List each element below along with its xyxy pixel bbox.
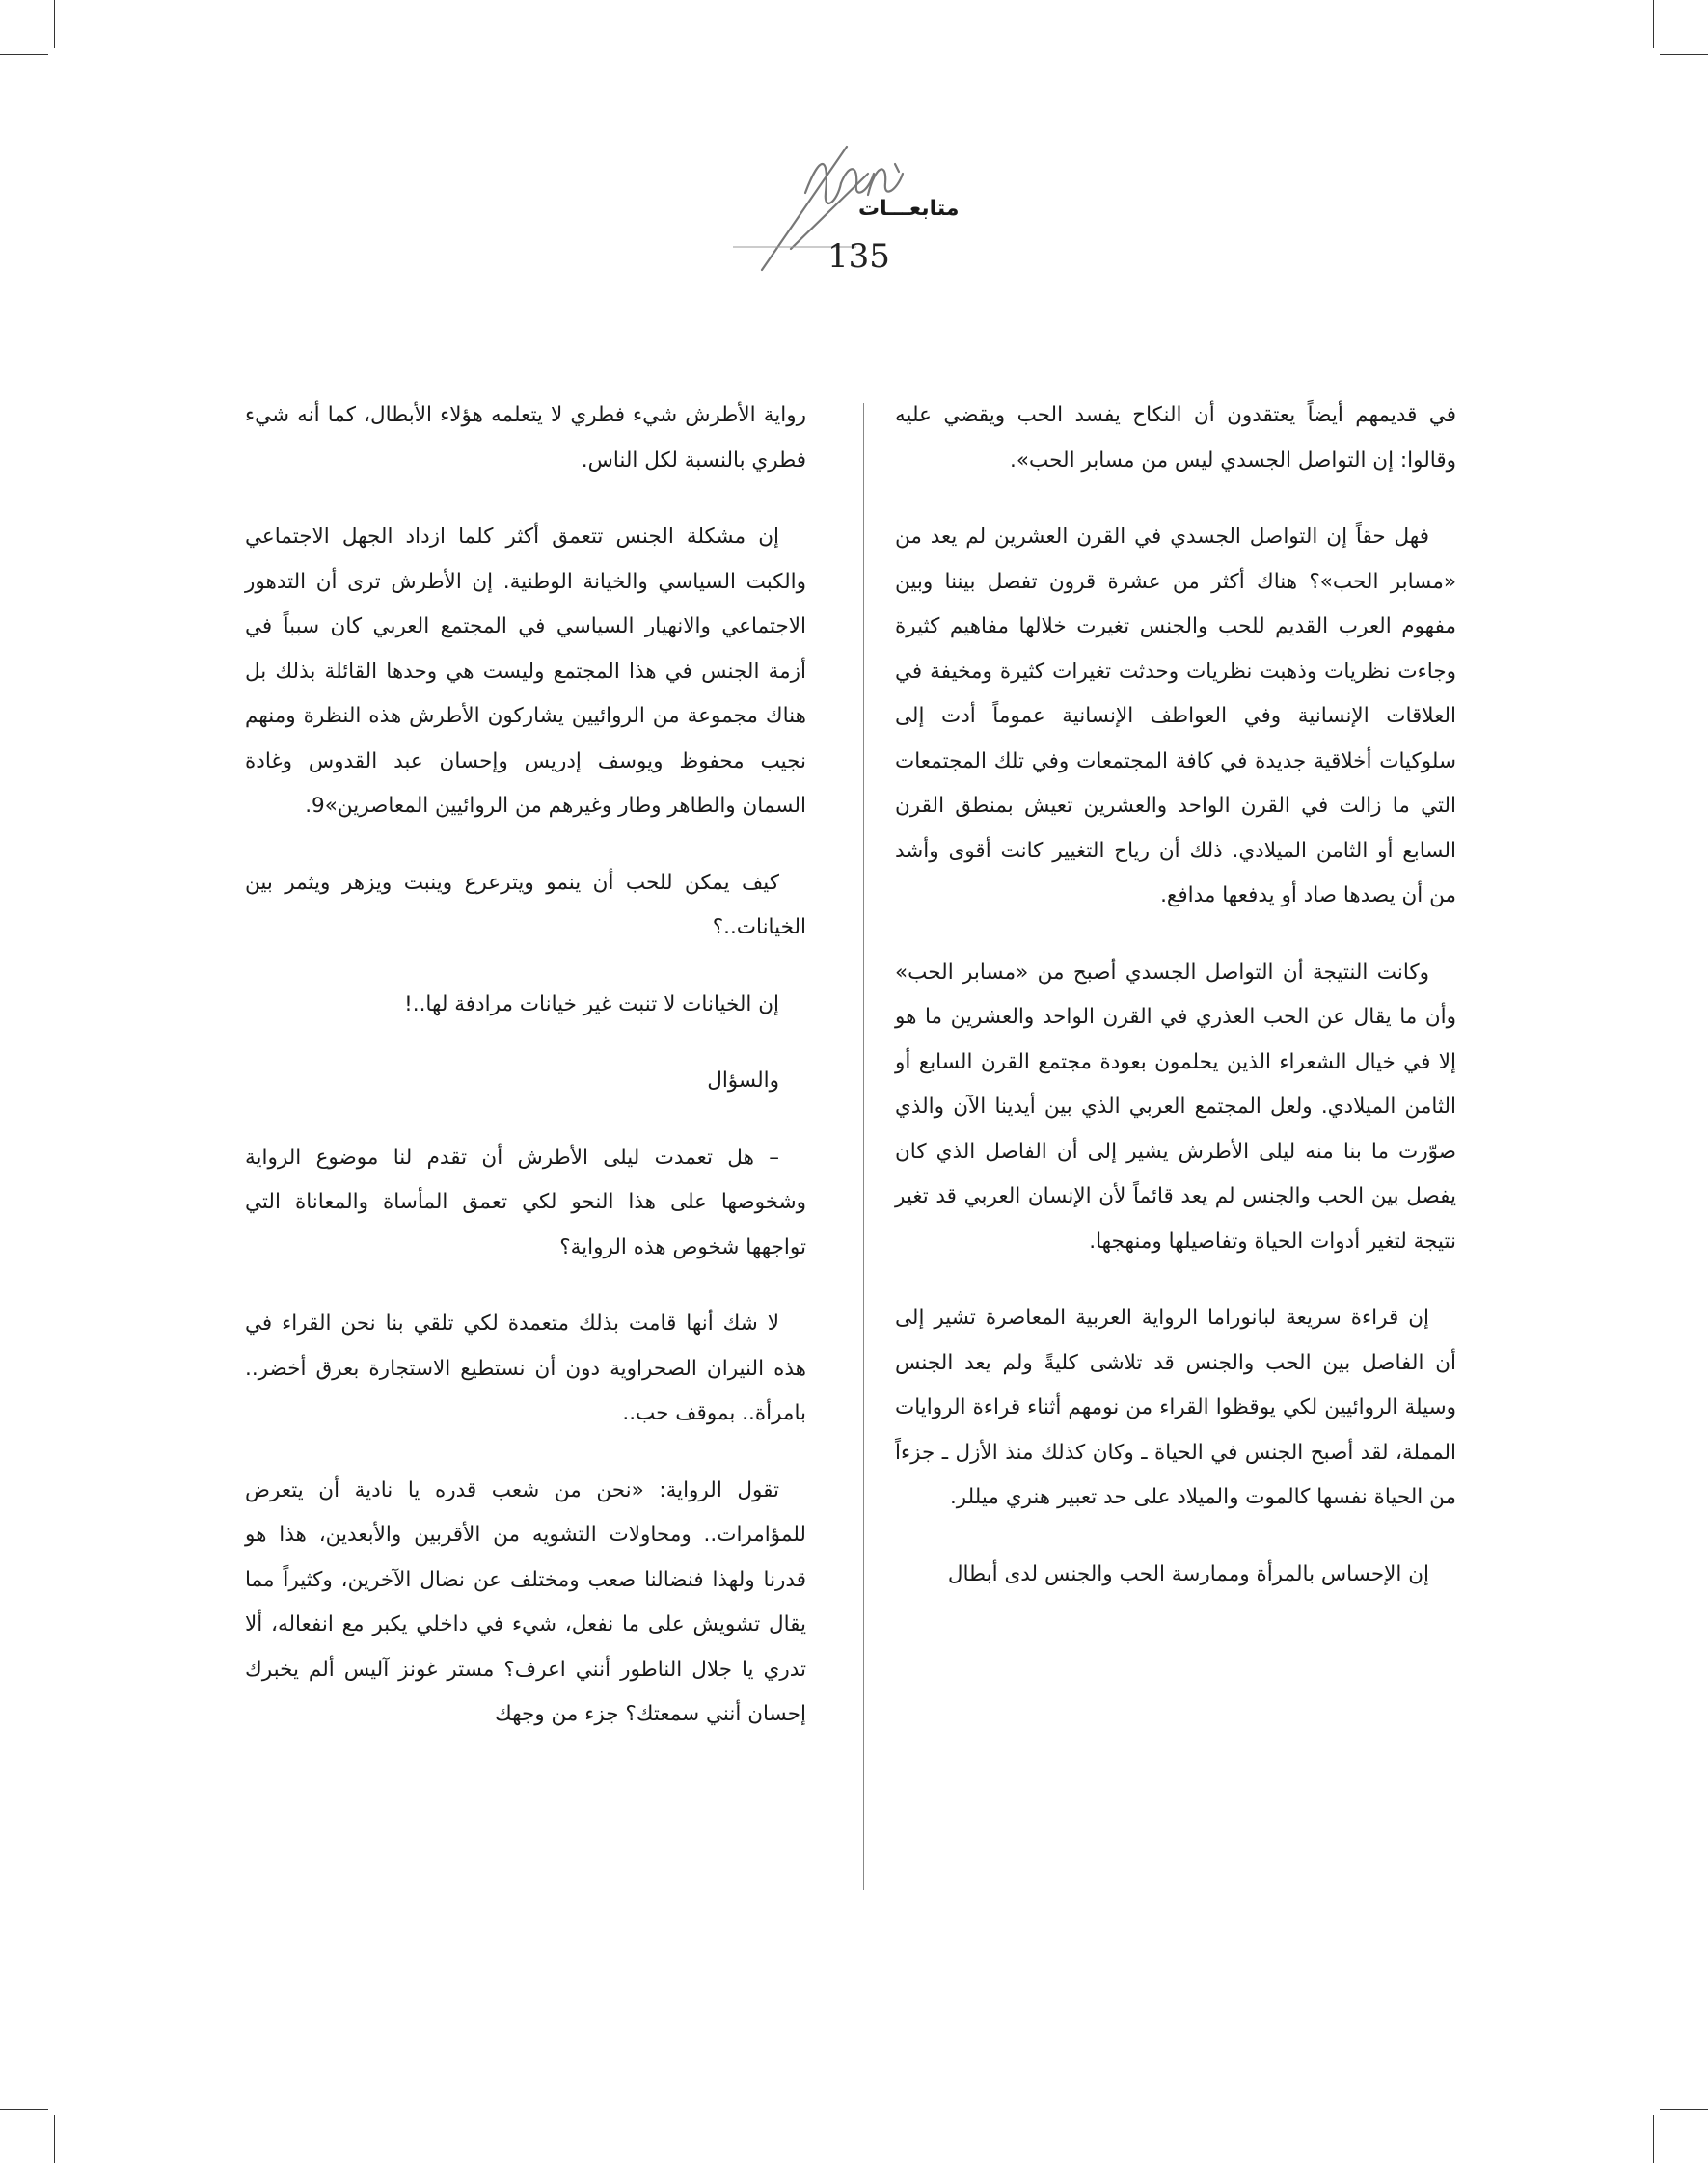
- paragraph: والسؤال: [707, 1068, 779, 1093]
- paragraph: إن الخيانات لا تنبت غير خيانات مرادفة لها..!: [404, 991, 779, 1016]
- paragraph: فهل حقاً إن التواصل الجسدي في القرن العشرين لم يعد من «مسابر الحب»؟ هناك أكثر من عشرة قرون تفصل بيننا وبين مفهوم العرب القديم للحب والجنس تغيرت خلالها مفاهيم كثيرة وجاءت نظريات وذهبت نظريات وحدثت تغيرات كثيرة ومخيفة في العلاقات الإنسانية وفي العواطف الإنسانية عموماً أدت إلى سلوكيات أخلاقية جديدة في كافة المجتمعات وفي تلك المجتمعات التي ما زالت في القرن الواحد والعشرين تعيش بمنطق القرن السابع أو الثامن الميلادي. ذلك أن رياح التغيير كانت أقوى وأشد من أن يصدها صاد أو يدفعها مدافع.: [895, 525, 1456, 907]
- crop-mark: [1660, 54, 1708, 55]
- paragraph: رواية الأطرش شيء فطري لا يتعلمه هؤلاء الأبطال، كما أنه شيء فطري بالنسبة لكل الناس.: [245, 403, 806, 473]
- crop-mark: [0, 2109, 48, 2110]
- left-column: [245, 393, 806, 1770]
- column-divider: [863, 403, 864, 1890]
- paragraph: وكانت النتيجة أن التواصل الجسدي أصبح من «مسابر الحب» وأن ما يقال عن الحب العذري في القرن الواحد والعشرين ما هو إلا في خيال الشعراء الذين يحلمون بعودة مجتمع القرن السابع أو الثامن الميلادي. ولعل المجتمع العربي الذي بين أيدينا الآن والذي صوّرت ما بنا منه ليلى الأطرش يشير إلى أن الفاصل الذي كان يفصل بين الحب والجنس لم يعد قائماً لأن الإنسان العربي قد تغير نتيجة لتغير أدوات الحياة وتفاصيلها ومنهجها.: [895, 960, 1456, 1254]
- crop-mark: [1653, 0, 1654, 48]
- crop-mark: [54, 2115, 55, 2163]
- paragraph: إن مشكلة الجنس تتعمق أكثر كلما ازداد الجهل الاجتماعي والكبت السياسي والخيانة الوطنية. إن الأطرش ترى أن التدهور الاجتماعي والانهيار السياسي في المجتمع العربي كان سبباً في أزمة الجنس في هذا المجتمع وليست هي وحدها القائلة بذلك بل هناك مجموعة من الروائيين يشاركون الأطرش هذه النظرة ومنهم نجيب محفوظ ويوسف إدريس وإحسان عبد القدوس وغادة السمان والطاهر وطار وغيرهم من الروائيين المعاصرين»9.: [245, 525, 806, 818]
- crop-mark: [54, 0, 55, 48]
- paragraph: – هل تعمدت ليلى الأطرش أن تقدم لنا موضوع الرواية وشخوصها على هذا النحو لكي تعمق المأساة والمعاناة التي تواجهها شخوص هذه الرواية؟: [245, 1145, 806, 1259]
- paragraph: تقول الرواية: «نحن من شعب قدره يا نادية أن يتعرض للمؤامرات.. ومحاولات التشويه من الأقربين والأبعدين، هذا هو قدرنا ولهذا فنضالنا صعب ومختلف عن نضال الآخرين، وكثيراً مما يقال تشويش على ما نفعل، شيء في داخلي يكبر مع انفعاله، ألا تدري يا جلال الناطور أنني اعرف؟ مستر غونز آليس ألم يخبرك إحسان أنني سمعتك؟ جزء من وجهك: [245, 1477, 806, 1726]
- crop-mark: [0, 54, 48, 55]
- page-number: 135: [827, 237, 890, 276]
- paragraph: إن الإحساس بالمرأة وممارسة الحب والجنس لدى أبطال: [947, 1561, 1429, 1586]
- crop-mark: [1653, 2115, 1654, 2163]
- paragraph: إن قراءة سريعة لبانوراما الرواية العربية المعاصرة تشير إلى أن الفاصل بين الحب والجنس قد تلاشى كليةً ولم يعد الجنس وسيلة الروائيين لكي يوقظوا القراء من نومهم أثناء قراءة الروايات المملة، لقد أصبح الجنس في الحياة ـ وكان كذلك منذ الأزل ـ جزءاً من الحياة نفسها كالموت والميلاد على حد تعبير هنري ميللر.: [895, 1306, 1456, 1509]
- crop-mark: [1660, 2109, 1708, 2110]
- section-label: متابعـــات: [858, 197, 960, 221]
- paragraph: لا شك أنها قامت بذلك متعمدة لكي تلقي بنا نحن القراء في هذه النيران الصحراوية دون أن نستطيع الاستجارة بعرق أخضر.. بامرأة.. بموقف حب..: [245, 1311, 806, 1425]
- paragraph: في قديمهم أيضاً يعتقدون أن النكاح يفسد الحب ويقضي عليه وقالوا: إن التواصل الجسدي ليس من مسابر الحب».: [895, 403, 1456, 473]
- paragraph: كيف يمكن للحب أن ينمو ويترعرع وينبت ويزهر ويثمر بين الخيانات..؟: [245, 870, 806, 939]
- right-column: [895, 393, 1456, 1629]
